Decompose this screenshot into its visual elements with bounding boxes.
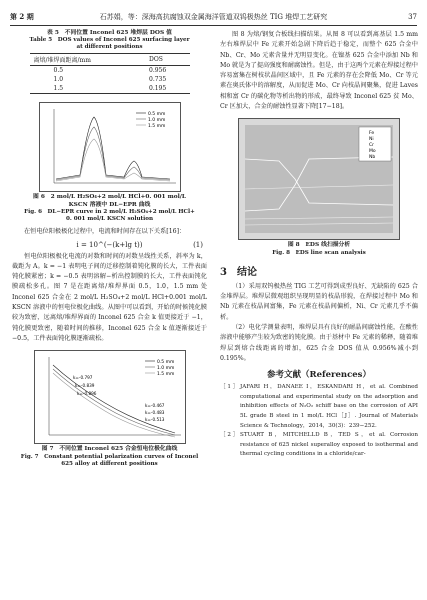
page-number: 37 <box>408 13 417 21</box>
left-column <box>12 30 207 468</box>
fig8-legend-fe: Fe <box>369 131 375 137</box>
equation-number: (1) <box>193 240 203 249</box>
fig7-slope-label: k=-0.513 <box>144 417 164 423</box>
fig6-curve-3 <box>56 139 170 181</box>
header-rule <box>10 25 417 26</box>
table-cell-dos: 0.956 <box>149 67 167 75</box>
dos-table <box>30 53 190 94</box>
fig7-slope-label: k=-0.483 <box>144 410 164 416</box>
fig7-slope-label: k=-0.797 <box>72 375 92 381</box>
reference-number: ［ 1 ］ <box>220 384 239 391</box>
fig8-legend-ni: Ni <box>369 137 374 143</box>
right-column <box>220 30 418 460</box>
table-header-distance: 离熔/堆焊面距离/mm <box>33 57 91 65</box>
fig8-legend-nb: Nb <box>369 155 376 161</box>
fig8-caption-cn: 图 8 EDS 线扫描分析 <box>287 242 351 249</box>
fig7-slope-label: k=-0.467 <box>144 403 164 409</box>
reference-text: JAFARI H，DANAEE I，ESKANDARI H，et al. Combined computational and experimental study on the adsorption and inhibition effects of N₂O₂ schiff base on the corrosion of API 5L grade B steel in 1 mol/L HCl［J］. Journal of Materials Science & Technology，2014，30(3)：239−252. <box>240 384 418 429</box>
fig8-caption-en: Fig. 8 EDS line scan analysis <box>272 249 366 256</box>
table-header-dos: DOS <box>149 56 163 64</box>
fig8-line-scan <box>238 118 400 240</box>
table5-caption-en: Table 5 DOS values of Inconel 625 surfacing layer <box>29 37 190 44</box>
conclusion-paragraph: （2）电化学测量表明，堆焊层具有良好的耐晶间腐蚀性能，在酸性溶液中能够产生较为致密的钝化膜。由于基材中 Fe 元素的稀释，随着堆焊层到熔合线距离的增加，625 合金 DOS 值从 0.956%减小到 0.195%。 <box>220 323 418 362</box>
fig6-caption-cn-2: KSCN 溶液中 DL−EPR 曲线 <box>68 201 151 208</box>
fig7-legend-2: 1.0 mm <box>156 366 174 372</box>
table-cell-distance: 1.0 <box>53 76 64 84</box>
fig6-curve-2 <box>56 127 170 180</box>
fig8-legend-mo: Mo <box>369 149 376 155</box>
fig7-caption-en-1: Fig. 7 Constant potential polarization curves of Inconel <box>20 453 199 460</box>
table-row <box>30 84 190 94</box>
issue-number: 第 2 期 <box>10 12 34 21</box>
body-paragraph: 在恒电位阳极极化过程中，电流和时间存在以下关系[16]： <box>24 228 186 236</box>
table5-caption-cn: 表 5 不同位置 Inconel 625 堆焊层 DOS 值 <box>47 30 172 36</box>
page-header <box>10 10 417 24</box>
fig6-caption-en-1: Fig. 6 DL−EPR curve in 2 mol/L H₂SO₄+2 mol/L HCl+ <box>24 209 195 216</box>
fig7-caption-cn: 图 7 不同位置 Inconel 625 合金恒电位极化曲线 <box>41 446 178 453</box>
running-title: 石苏娟，等：深海高抗腐蚀双金属海洋管道双钨极热丝 TIG 堆焊工艺研究 <box>99 13 328 21</box>
reference-text: STUART B，MITCHELLD B，TED S，et al. Corrosion resistance of 625 nickel superalloy exposed to isothermal and thermal cycling conditions in a chloride/car- <box>240 432 418 458</box>
table-row <box>30 75 190 84</box>
reference-item <box>220 431 418 460</box>
equation <box>12 238 207 252</box>
fig7-caption-en-2: 625 alloy at different positions <box>61 460 158 467</box>
equation-body: i = 10^(−(k+lg t)) <box>76 240 143 249</box>
reference-number: ［ 2 ］ <box>220 432 239 439</box>
fig6-caption-cn-1: 图 6 2 mol/L H₂SO₄+2 mol/L HCl+0. 001 mol/L <box>33 194 186 201</box>
fig6-legend-3: 1.5 mm <box>147 124 165 130</box>
fig7-slope-label: k=-0.839 <box>74 383 94 389</box>
fig7-slope-label: k=-0.896 <box>76 391 96 397</box>
table-row <box>30 66 190 76</box>
fig7-legend-1: 0.5 mm <box>156 360 174 366</box>
fig6-legend-2: 1.0 mm <box>147 118 165 124</box>
fig6-legend-1: 0.5 mm <box>147 112 165 118</box>
fig8-legend-cr: Cr <box>369 143 374 149</box>
fig8-plot <box>239 119 399 239</box>
table5-caption-en-2: at different positions <box>76 44 143 51</box>
fig7-legend-3: 1.5 mm <box>156 372 174 378</box>
fig6-caption-en-2: 0. 001 mol/L KSCN solution <box>65 216 154 223</box>
table-cell-dos: 0.735 <box>149 76 167 84</box>
section-heading: 3 结论 <box>220 266 257 278</box>
reference-item <box>220 383 418 431</box>
fig7-plot <box>35 351 185 443</box>
body-paragraph: 恒电位阳极极化电流的对数和时间的对数呈线性关系，斜率为 k，截距为 A。k = −1 表明电子间的迁移控制着钝化膜的长大，工件表面钝化膜紧密；k = −0.5 表明溶解−析出控制膜的长大，工件表面钝化膜疏松多孔。图 7 是在距离熔/堆焊界面 0.5，1.0，1.5 mm 处 Inconel 625 合金在 2 mol/L H₂SO₄+2 mol/L HCl+0.001 mol/L KSCN 溶液中的恒电位极化曲线。从图中可以看到，开始的时候钝化膜较为致密，远离熔/堆焊界面的 Inconel 625 合金 k 值更接近于 −1，钝化膜更致密，随着时间的推移，Inconel 625 合金 k 值逐渐接近于 −0.5，工件表面钝化膜逐渐疏松。 <box>12 252 207 342</box>
table-cell-distance: 1.5 <box>53 85 64 93</box>
table-cell-distance: 0.5 <box>53 67 64 75</box>
references-heading: 参考文献（References） <box>267 370 371 381</box>
fig6-chart <box>39 102 181 192</box>
table-cell-dos: 0.195 <box>149 85 167 93</box>
conclusion-paragraph: （1）采用双钨极热丝 TIG 工艺可得到成型良好、无缺陷的 625 合金堆焊层。堆焊层微观组织呈现明显的枝晶形貌，在焊接过程中 Mo 和 Nb 元素在枝晶间富集，Fe 元素在枝晶间偏析，Ni、Cr 元素几乎不偏析。 <box>220 282 418 321</box>
fig7-curve-2 <box>53 369 175 435</box>
body-paragraph: 图 8 为熔/钢复合板线扫描结果。从图 8 可以看到离基层 1.5 mm 左右堆焊层中 Fe 元素开始急剧下降后趋于稳定，而整个 625 合金中 Nb、Cr、Mo 元素含量并无明显变化。在镍基 625 合金中添加 Nb 和 Mo 就是为了提高强度和耐腐蚀性。但是，由于这两个元素在焊接过程中容易富集在树枝状晶间区域中，且 Fe 元素的存在会降低 Mo、Cr 等元素在奥氏体中的溶解度，从而促进 Mo、Cr 向枝晶间聚集，促进 Laves 相和富 Cr 的碳化物等析出物的形成，最终导致 Inconel 625 贫 Mo、Cr 区加大，合金的耐蚀性显著下降[17−18]。 <box>220 31 418 111</box>
fig6-plot <box>40 103 180 191</box>
fig7-chart <box>34 350 186 444</box>
